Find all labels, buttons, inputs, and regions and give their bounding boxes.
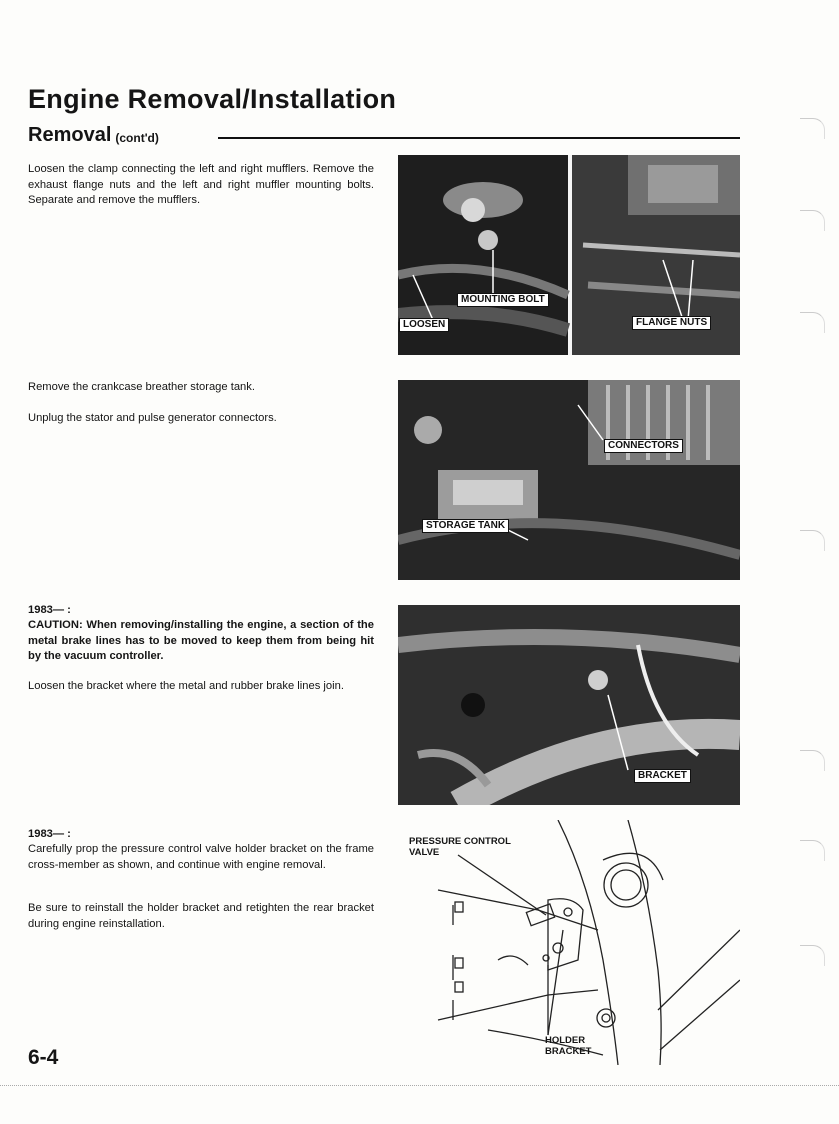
loosen-label: LOOSEN [399, 318, 449, 332]
bracket-photo [398, 605, 740, 805]
section-title: Removal [28, 124, 112, 146]
connectors-label: CONNECTORS [604, 439, 683, 453]
muffler-photo [398, 155, 740, 355]
pressure-valve-diagram [398, 820, 740, 1065]
holder-label: HOLDER [545, 1035, 586, 1046]
page-number: 6-4 [28, 1046, 59, 1069]
year-note-2: 1983— : [28, 828, 71, 840]
year-note-1: 1983— : [28, 604, 71, 616]
connectors-photo [398, 380, 740, 580]
binder-hole-mark [800, 118, 825, 139]
heading-rule [218, 137, 740, 139]
valve-label: VALVE [409, 847, 440, 858]
binder-hole-mark [800, 840, 825, 861]
pressure-control-label: PRESSURE CONTROL [409, 836, 511, 847]
section-heading [28, 124, 740, 148]
holder-bracket-instructions: Carefully prop the pressure control valve holder bracket on the frame cross-member as shown, and continue with engine removal. [28, 843, 374, 871]
binder-hole-mark [800, 750, 825, 771]
mounting-bolt-label: MOUNTING BOLT [457, 293, 549, 307]
caution-text: CAUTION: When removing/installing the engine, a section of the metal brake lines has to be moved to keep them from being hit by the vacuum controller. [28, 619, 374, 662]
binder-hole-mark [800, 210, 825, 231]
flange-nuts-label: FLANGE NUTS [632, 316, 711, 330]
binder-hole-mark [800, 945, 825, 966]
bracket-label: BRACKET [634, 769, 691, 783]
continued-marker: (cont'd) [115, 131, 159, 145]
page-title: Engine Removal/Installation [28, 84, 397, 114]
bracket-diagram-label: BRACKET [545, 1046, 592, 1057]
binder-hole-mark [800, 312, 825, 333]
bracket-instructions: Loosen the bracket where the metal and rubber brake lines join. [28, 680, 344, 692]
storage-tank-label: STORAGE TANK [422, 519, 509, 533]
bottom-divider [0, 1085, 839, 1086]
binder-hole-mark [800, 530, 825, 551]
breather-instructions: Remove the crankcase breather storage tank. [28, 381, 255, 393]
connector-instructions: Unplug the stator and pulse generator connectors. [28, 412, 277, 424]
reinstall-instructions: Be sure to reinstall the holder bracket and retighten the rear bracket during engine reinstallation. [28, 902, 374, 930]
muffler-instructions: Loosen the clamp connecting the left and right mufflers. Remove the exhaust flange nuts and the left and right muffler mounting bolts. Separate and remove the mufflers. [28, 163, 374, 206]
